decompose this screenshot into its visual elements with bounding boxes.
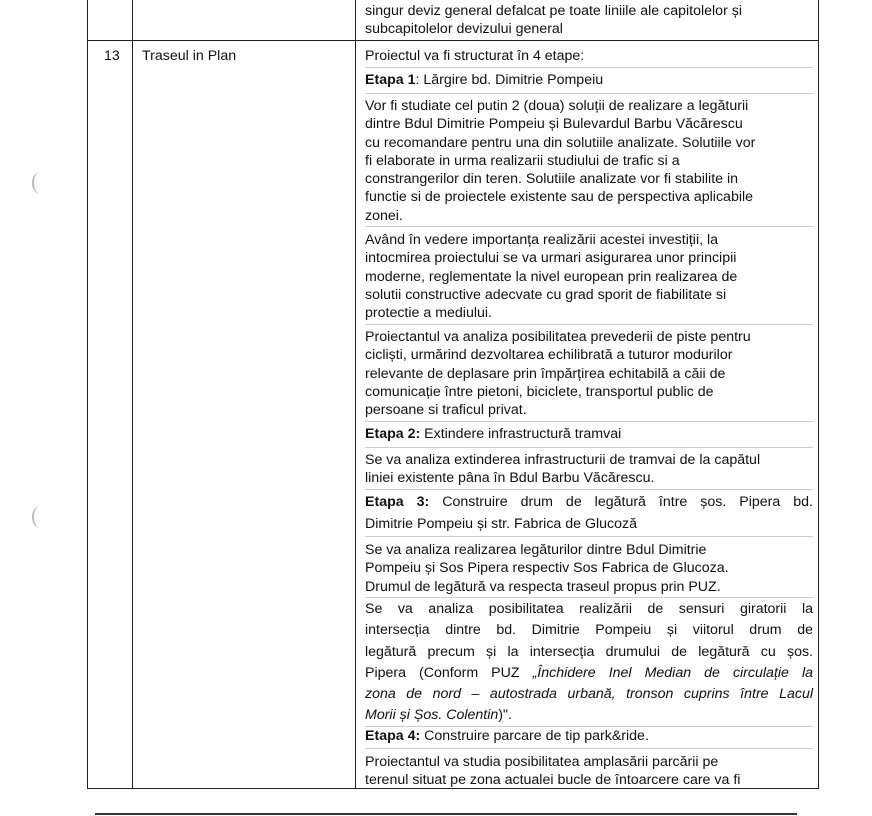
text-fragment: )". xyxy=(498,707,512,724)
text-line: cu recomandare pentru una din solutiile analizate. Solutiile vor xyxy=(365,134,756,151)
row-number: 13 xyxy=(104,48,120,64)
sub-separator xyxy=(365,226,813,227)
text-line: intocmirea proiectului se va urmari asigurarea unor principii xyxy=(365,250,737,267)
text-line: cicliști, urmărind dezvoltarea echilibrată a tuturor modurilor xyxy=(365,347,733,364)
paragraph-roundabouts xyxy=(365,599,813,727)
binder-hole-mark xyxy=(32,506,48,528)
text-fragment-italic: Morii și Șos. Colentin xyxy=(365,707,499,724)
table-border-right xyxy=(818,0,819,789)
text-line: singur deviz general defalcat pe toate liniile ale capitolelor și xyxy=(365,3,742,19)
text-line: solutii constructive adecvate cu grad sporit de fiabilitate si xyxy=(365,286,727,303)
text-line-italic: zona de nord – autostrada urbană, tronson cuprins între Lacul xyxy=(365,686,813,703)
text-line: zonei. xyxy=(365,207,403,224)
text-fragment-italic: „Închidere Inel Median de circulație la xyxy=(532,664,813,681)
paragraph-parking xyxy=(365,753,813,790)
row-separator xyxy=(87,40,819,41)
etapa2-text: Extindere infrastructură tramvai xyxy=(420,426,622,442)
text-line: Drumul de legătură va respecta traseul propus prin PUZ. xyxy=(365,578,721,595)
etapa3-label: Etapa 3: xyxy=(365,494,430,510)
table-divider-name xyxy=(355,0,356,789)
text-line: legătură precum și la intersecția drumului de legătură cu șos. xyxy=(365,643,813,660)
table-border-left xyxy=(87,0,88,789)
binder-hole-mark xyxy=(32,172,48,194)
text-line: Se va analiza extinderea infrastructurii de tramvai de la capătul xyxy=(365,452,761,468)
sub-separator xyxy=(365,536,813,537)
paragraph-links xyxy=(365,541,813,596)
text-line: protectie a mediului. xyxy=(365,305,492,322)
paragraph-importance xyxy=(365,231,813,322)
text-line: fi elaborate in urma realizarii studiului de trafic si a xyxy=(365,152,680,169)
paragraph-solutions xyxy=(365,97,813,225)
table-divider-number xyxy=(132,0,133,789)
paragraph-tram xyxy=(365,451,813,488)
etapa2-heading xyxy=(365,425,813,443)
text-line: Având în vedere importanța realizării acestei investiții, la xyxy=(365,232,719,248)
sub-separator xyxy=(365,421,813,422)
etapa3-text: Construire drum de legătură între șos. Pipera bd. xyxy=(429,494,813,510)
etapa3-heading xyxy=(365,491,813,535)
etapa1-text: : Lărgire bd. Dimitrie Pompeiu xyxy=(415,72,604,88)
text-line: terenul situat pe zona actualei bucle de întoarcere care va fi xyxy=(365,772,741,789)
etapa2-label: Etapa 2: xyxy=(365,426,421,442)
sub-separator xyxy=(365,67,813,68)
paragraph-cyclists xyxy=(365,328,813,419)
etapa4-label: Etapa 4: xyxy=(365,728,421,744)
text-line: Proiectantul va studia posibilitatea amplasării parcării pe xyxy=(365,754,719,770)
text-line: moderne, reglementate la nivel european prin realizarea de xyxy=(365,268,738,285)
sub-separator xyxy=(365,489,813,490)
text-fragment: Pipera (Conform PUZ xyxy=(365,664,533,681)
text-line: Pompeiu și Sos Pipera respectiv Sos Fabrica de Glucoza. xyxy=(365,560,729,577)
etapa4-text: Construire parcare de tip park&ride. xyxy=(420,728,649,744)
text-line: constrangerilor din teren. Solutiile analizate vor fi stabilite in xyxy=(365,171,739,188)
sub-separator xyxy=(365,93,813,94)
text-line: Se va analiza realizarea legăturilor dintre Bdul Dimitrie xyxy=(365,542,707,558)
text-line: subcapitolelor devizului general xyxy=(365,21,563,38)
row-name: Traseul in Plan xyxy=(142,48,237,64)
text-line: functie si de proiectele existente sau de perspectiva aplicabile xyxy=(365,189,754,206)
etapa4-heading xyxy=(365,727,813,745)
prev-row-text xyxy=(365,2,813,39)
text-line: Vor fi studiate cel putin 2 (doua) soluții de realizare a legăturii xyxy=(365,98,749,114)
intro-line xyxy=(365,47,813,65)
etapa1-heading xyxy=(365,71,813,89)
sub-separator xyxy=(365,447,813,448)
footer-rule xyxy=(95,813,797,815)
sub-separator xyxy=(365,748,813,749)
text-line: dintre Bdul Dimitrie Pompeiu și Bulevardul Barbu Văcărescu xyxy=(365,116,743,133)
text-line: persoane si traficul privat. xyxy=(365,402,527,419)
text-line: Se va analiza posibilitatea realizării de sensuri giratorii la xyxy=(365,601,813,617)
text-line: intersecția dintre bd. Dimitrie Pompeiu și viitorul drum de xyxy=(365,622,813,639)
sub-separator xyxy=(365,597,813,598)
etapa1-label: Etapa 1 xyxy=(365,72,416,88)
text-line: Dimitrie Pompeiu și str. Fabrica de Glucoză xyxy=(365,516,638,532)
sub-separator xyxy=(365,324,813,325)
text-line: Proiectantul va analiza posibilitatea prevederii de piste pentru xyxy=(365,329,751,345)
text-line: Proiectul va fi structurat în 4 etape: xyxy=(365,48,585,64)
text-line: comunicație între pietoni, biciclete, transportul public de xyxy=(365,383,714,400)
text-line: liniei existente pâna în Bdul Barbu Văcărescu. xyxy=(365,470,655,487)
text-line: relevante de deplasare prin împărțirea echitabilă a căii de xyxy=(365,365,726,382)
